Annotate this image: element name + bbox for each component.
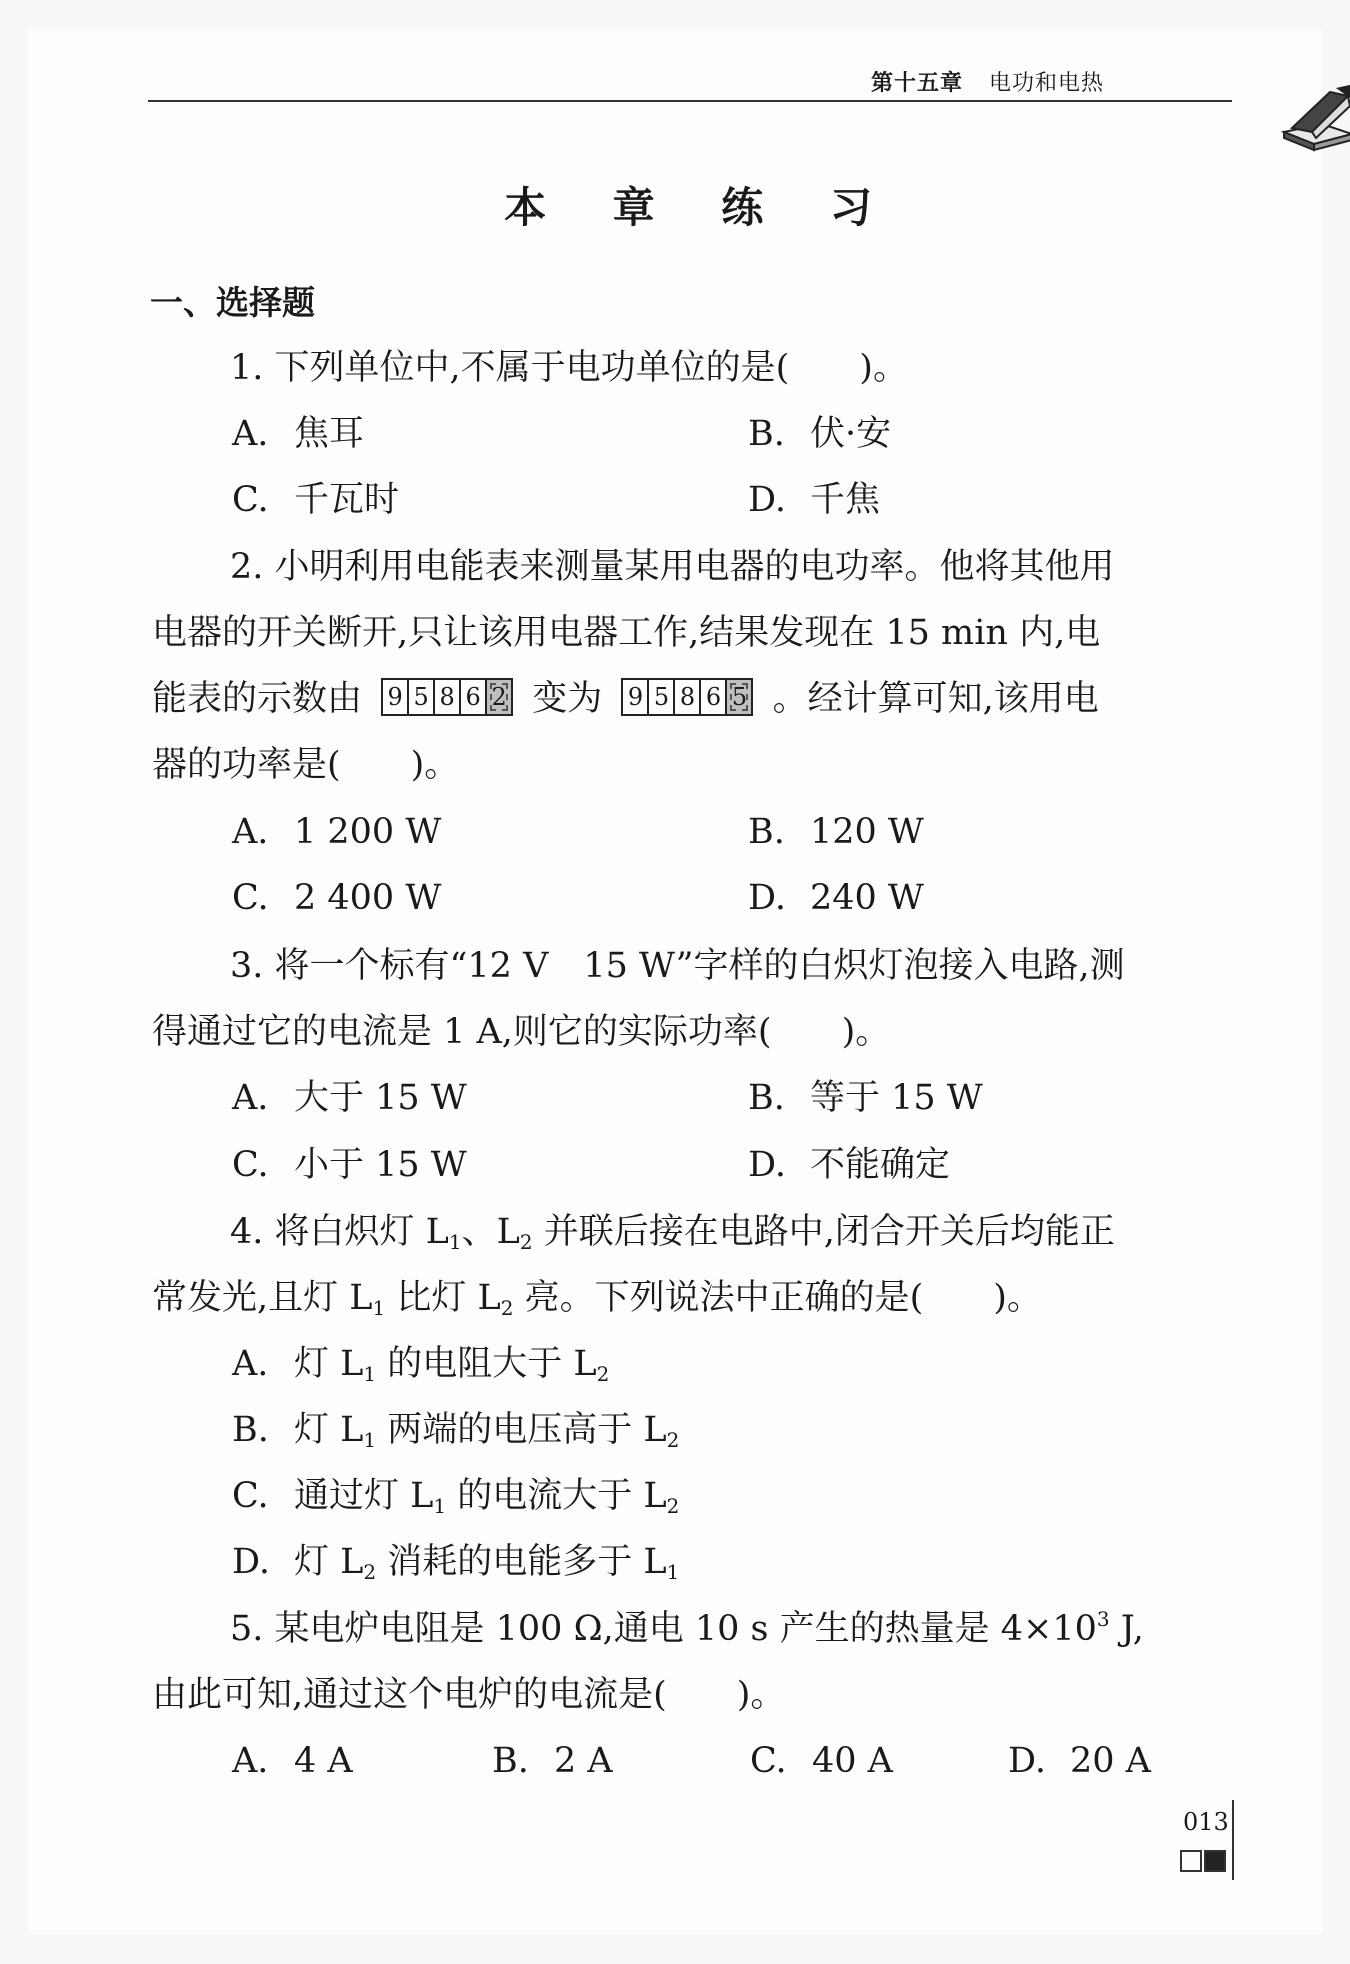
question-3-line-2: 得通过它的电流是 1 A,则它的实际功率( )。 <box>152 1012 891 1052</box>
subscript: 1 <box>372 1296 386 1320</box>
q5-option-c <box>750 1737 893 1785</box>
subscript: 1 <box>666 1560 680 1584</box>
q3-option-b <box>748 1074 983 1122</box>
q3-option-a <box>232 1074 467 1122</box>
option-text: 2 A <box>554 1741 613 1781</box>
running-header <box>148 60 1232 104</box>
question-2-line-1: 2. 小明利用电能表来测量某用电器的电功率。他将其他用 <box>230 547 1115 587</box>
option-label: D. <box>1008 1741 1046 1781</box>
page-number: 013 <box>1183 1808 1229 1836</box>
option-label: A. <box>232 414 269 454</box>
subscript: 1 <box>363 1428 377 1452</box>
q2-option-c <box>232 874 441 922</box>
subscript: 1 <box>363 1362 377 1386</box>
option-text: 240 W <box>810 878 924 918</box>
q4-text: 常发光,且灯 L <box>152 1278 373 1318</box>
subscript: 2 <box>666 1428 680 1452</box>
q1-option-d <box>748 476 880 524</box>
question-4-line-1 <box>230 1208 1115 1256</box>
empty-square-icon <box>1180 1850 1202 1872</box>
meter-digit: 9 <box>623 680 649 714</box>
q2-text: 变为 <box>532 679 603 719</box>
question-3-line-1: 3. 将一个标有“12 V 15 W”字样的白炽灯泡接入电路,测 <box>230 946 1125 986</box>
question-5-line-2: 由此可知,通过这个电炉的电流是( )。 <box>152 1675 786 1715</box>
book-icon <box>1278 84 1350 154</box>
option-text: 灯 L <box>294 1542 364 1582</box>
option-text: 焦耳 <box>294 414 365 454</box>
subscript: 2 <box>666 1494 680 1518</box>
meter-decimal-digit: 5 <box>727 680 751 714</box>
q4-option-c <box>232 1472 679 1520</box>
q4-text: 并联后接在电路中,闭合开关后均能正 <box>532 1212 1115 1252</box>
option-text: 伏·安 <box>810 414 892 454</box>
option-text: 4 A <box>294 1741 353 1781</box>
footer-divider <box>1232 1800 1234 1880</box>
q2-option-a <box>232 808 441 856</box>
page-title: 本 章 练 习 <box>504 183 898 232</box>
question-1-stem: 1. 下列单位中,不属于电功单位的是( )。 <box>230 348 908 388</box>
option-label: C. <box>232 878 269 918</box>
section-heading: 一、选择题 <box>150 283 315 322</box>
meter-digit: 5 <box>649 680 675 714</box>
q3-option-c <box>232 1141 467 1189</box>
option-text: 通过灯 L <box>294 1476 434 1516</box>
meter-digit: 8 <box>675 680 701 714</box>
subscript: 1 <box>433 1494 447 1518</box>
question-5-line-1 <box>230 1605 1144 1653</box>
superscript: 3 <box>1096 1607 1110 1631</box>
meter-digit: 6 <box>701 680 727 714</box>
option-text: 不能确定 <box>810 1145 951 1185</box>
option-label: C. <box>232 1145 269 1185</box>
meter-reading-after <box>621 678 753 716</box>
option-label: C. <box>750 1741 787 1781</box>
option-text: 20 A <box>1070 1741 1151 1781</box>
meter-digit: 6 <box>461 680 487 714</box>
meter-decimal-digit: 2 <box>487 680 511 714</box>
q4-option-b <box>232 1406 679 1454</box>
option-label: A. <box>232 1078 269 1118</box>
option-label: B. <box>748 414 785 454</box>
subscript: 2 <box>519 1230 533 1254</box>
option-label: D. <box>748 1145 786 1185</box>
footer-marker-icon <box>1180 1850 1228 1872</box>
q1-option-b <box>748 410 891 458</box>
option-text: 两端的电压高于 L <box>376 1410 667 1450</box>
q4-text: 、L <box>461 1212 520 1252</box>
option-text: 1 200 W <box>294 812 442 852</box>
question-2-line-2: 电器的开关断开,只让该用电器工作,结果发现在 15 min 内,电 <box>152 613 1101 653</box>
subscript: 2 <box>596 1362 610 1386</box>
q5-text: J, <box>1109 1609 1144 1649</box>
q4-text: 亮。下列说法中正确的是( )。 <box>513 1278 1042 1318</box>
question-2-line-4: 器的功率是( )。 <box>152 745 460 785</box>
option-text: 消耗的电能多于 L <box>376 1542 667 1582</box>
option-label: C. <box>232 480 269 520</box>
q5-option-d <box>1008 1737 1151 1785</box>
meter-reading-before <box>381 678 513 716</box>
subscript: 1 <box>448 1230 462 1254</box>
option-label: D. <box>232 1542 270 1582</box>
meter-digit: 8 <box>435 680 461 714</box>
q4-text: 4. 将白炽灯 L <box>230 1212 449 1252</box>
q5-option-a <box>232 1737 353 1785</box>
option-text: 小于 15 W <box>294 1145 467 1185</box>
q5-option-b <box>492 1737 613 1785</box>
q3-option-d <box>748 1141 950 1189</box>
subscript: 2 <box>500 1296 514 1320</box>
q2-text: 。经计算可知,该用电 <box>772 679 1099 719</box>
option-text: 的电阻大于 L <box>376 1344 597 1384</box>
header-text <box>871 66 1104 97</box>
q4-option-d <box>232 1538 679 1586</box>
option-label: B. <box>748 812 785 852</box>
q5-text: 5. 某电炉电阻是 100 Ω,通电 10 s 产生的热量是 4×10 <box>230 1609 1097 1649</box>
option-text: 大于 15 W <box>294 1078 467 1118</box>
option-text: 灯 L <box>294 1344 364 1384</box>
option-label: A. <box>232 1344 269 1384</box>
header-topic: 电功和电热 <box>988 71 1104 96</box>
option-text: 千焦 <box>810 480 881 520</box>
option-text: 千瓦时 <box>294 480 400 520</box>
q2-text: 能表的示数由 <box>152 679 363 719</box>
option-text: 2 400 W <box>294 878 442 918</box>
option-label: B. <box>748 1078 785 1118</box>
option-label: A. <box>232 812 269 852</box>
option-text: 的电流大于 L <box>446 1476 667 1516</box>
option-text: 40 A <box>812 1741 893 1781</box>
filled-square-icon <box>1204 1850 1226 1872</box>
meter-digit: 9 <box>383 680 409 714</box>
q2-option-b <box>748 808 924 856</box>
option-text: 等于 15 W <box>810 1078 983 1118</box>
subscript: 2 <box>363 1560 377 1584</box>
question-4-line-2 <box>152 1274 1042 1322</box>
q1-option-a <box>232 410 364 458</box>
option-label: C. <box>232 1476 269 1516</box>
meter-digit: 5 <box>409 680 435 714</box>
option-label: B. <box>232 1410 269 1450</box>
q1-option-c <box>232 476 399 524</box>
q2-option-d <box>748 874 924 922</box>
option-label: D. <box>748 480 786 520</box>
header-chapter: 第十五章 <box>870 71 963 96</box>
option-label: B. <box>492 1741 529 1781</box>
option-text: 120 W <box>810 812 924 852</box>
option-text: 灯 L <box>294 1410 364 1450</box>
q4-text: 比灯 L <box>385 1278 501 1318</box>
header-divider <box>148 100 1232 102</box>
option-label: A. <box>232 1741 269 1781</box>
question-2-line-3 <box>152 675 1099 723</box>
option-label: D. <box>748 878 786 918</box>
q4-option-a <box>232 1340 609 1388</box>
